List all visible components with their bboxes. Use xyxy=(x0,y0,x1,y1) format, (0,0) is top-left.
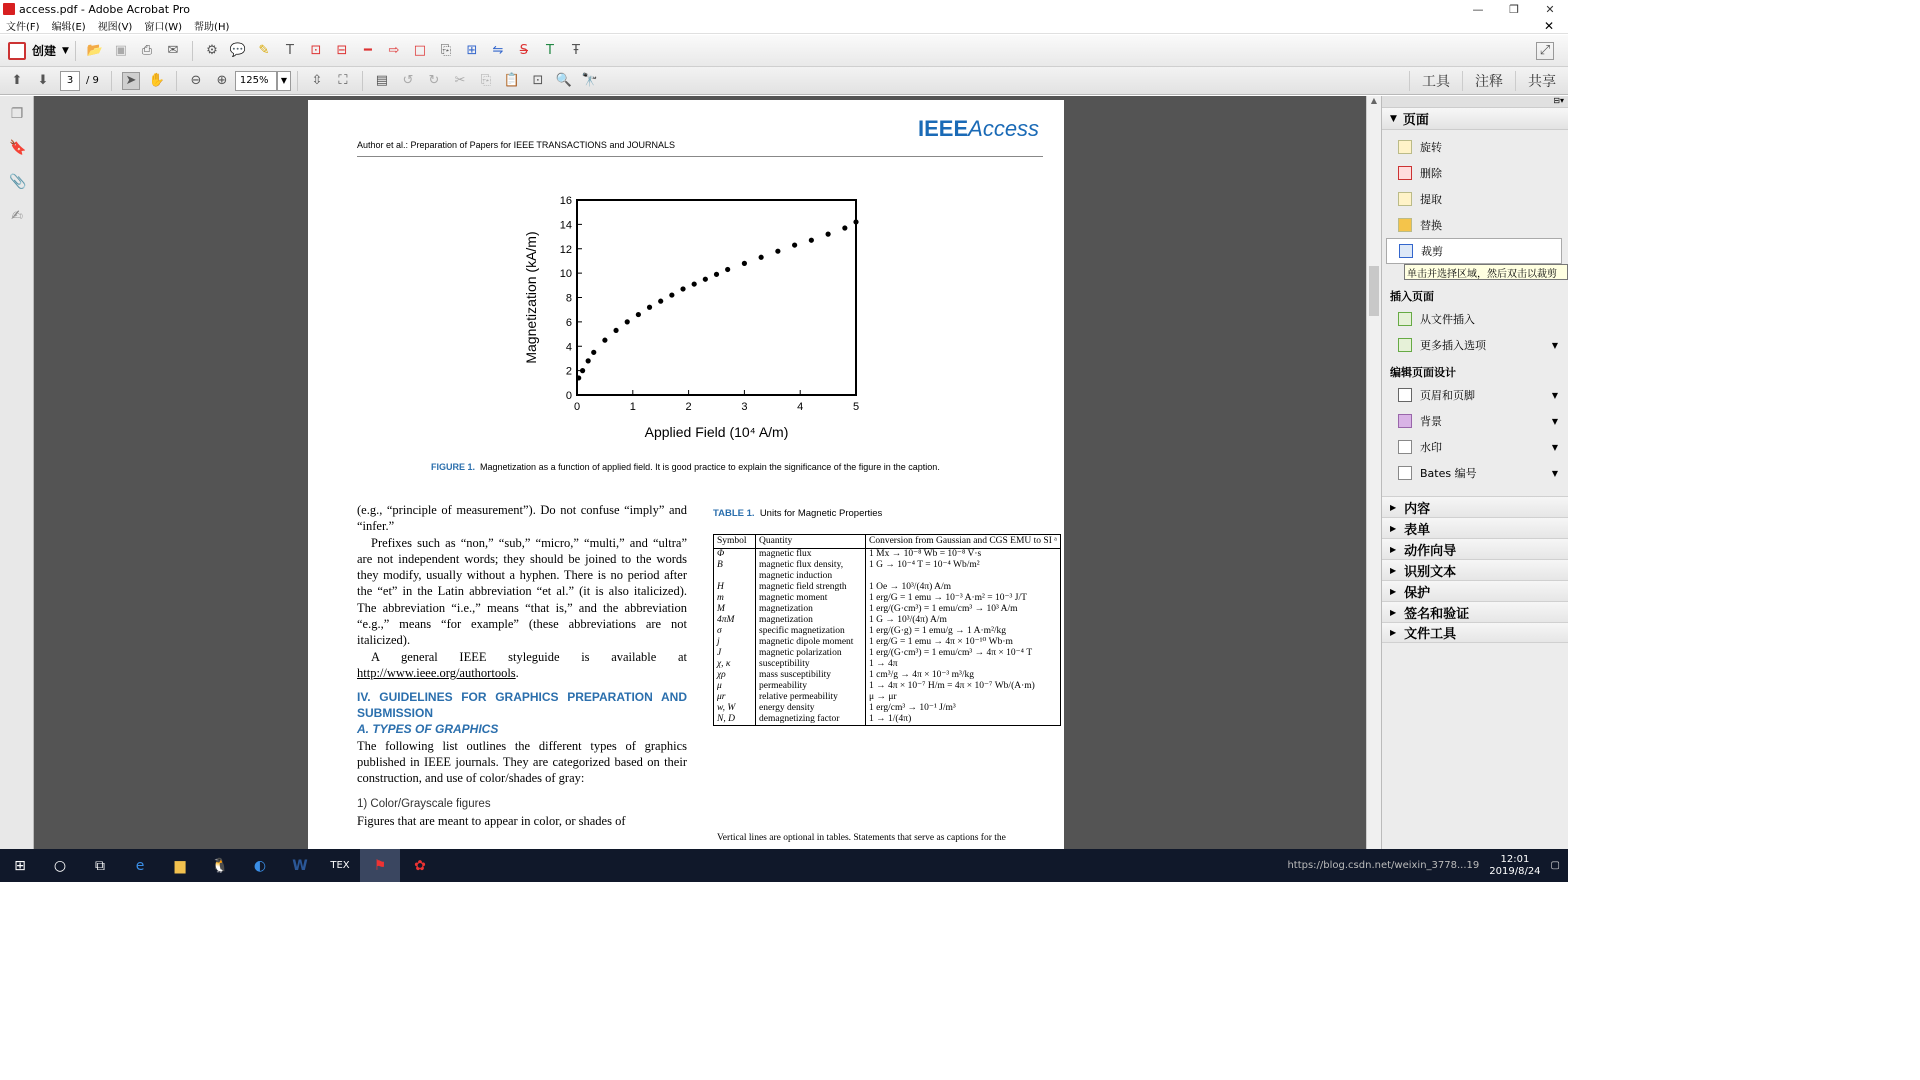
table-cell: magnetic moment xyxy=(756,593,866,604)
crop-page-item[interactable]: 裁剪 xyxy=(1386,238,1562,264)
x-tick-label: 5 xyxy=(852,401,860,413)
zoom-input[interactable]: 125% xyxy=(235,71,277,91)
y-tick-label: 8 xyxy=(565,292,572,305)
y-tick-label: 4 xyxy=(565,341,572,354)
ieee-access-logo: IEEEAccess xyxy=(918,116,1040,141)
create-button[interactable] xyxy=(8,42,69,60)
text-edit-icon[interactable]: T xyxy=(285,43,294,58)
x-axis-label: Applied Field (10⁴ A/m) xyxy=(644,424,789,440)
main-toolbar xyxy=(0,35,1568,67)
background-item[interactable]: 背景 ▼ xyxy=(1382,408,1568,434)
x-tick-label: 1 xyxy=(629,401,636,413)
rotate-page-item[interactable]: 旋转 xyxy=(1382,134,1568,160)
replace-text-icon[interactable]: ⇋ xyxy=(492,43,504,58)
paste-icon[interactable]: 📋 xyxy=(503,73,521,88)
fit-page-icon[interactable]: ⛶ xyxy=(338,73,348,88)
bookmarks-icon[interactable]: 🔖 xyxy=(9,140,27,156)
acrobat-app-icon xyxy=(3,3,15,15)
table-row xyxy=(714,626,1061,637)
data-point xyxy=(576,375,581,380)
table-cell: magnetization xyxy=(756,604,866,615)
data-point xyxy=(842,225,847,230)
tab-tools[interactable]: 工具 xyxy=(1409,71,1462,91)
data-point xyxy=(636,312,641,317)
y-axis-label: Magnetization (kA/m) xyxy=(523,231,539,364)
data-point xyxy=(625,319,630,324)
figure-caption xyxy=(431,462,940,472)
table-cell: 1 erg/G = 1 emu → 10⁻³ A·m² = 10⁻³ J/T xyxy=(866,593,1061,604)
replace-page-icon xyxy=(1398,218,1412,232)
chevron-down-icon: ▼ xyxy=(1551,468,1558,478)
tab-share[interactable]: 共享 xyxy=(1515,71,1568,91)
paragraph: Figures that are meant to appear in color, or shades of xyxy=(357,813,626,828)
table-cell: 1 Oe → 10³/(4π) A/m xyxy=(866,582,1061,593)
y-tick-label: 2 xyxy=(565,365,572,378)
table-row xyxy=(714,692,1061,703)
chevron-down-icon: ▼ xyxy=(1551,340,1558,350)
chevron-down-icon: ▼ xyxy=(1551,416,1558,426)
table-cell: 1 G → 10³/(4π) A/m xyxy=(866,615,1061,626)
delete-page-icon xyxy=(1398,166,1412,180)
zoom-in-icon[interactable]: ⊕ xyxy=(216,73,228,88)
clock[interactable]: 12:01 2019/8/24 xyxy=(1489,853,1541,877)
paragraph: (e.g., “principle of measurement”). Do not confuse “imply” and “infer.” xyxy=(357,503,687,534)
insert-file-icon xyxy=(1398,312,1412,326)
table-cell: susceptibility xyxy=(756,659,866,670)
body-column-left xyxy=(357,502,687,829)
bates-icon xyxy=(1398,466,1412,480)
create-icon xyxy=(8,42,26,60)
settings-icon[interactable]: ⚙ xyxy=(206,43,218,58)
table-cell: magnetic flux xyxy=(756,549,866,561)
table-row xyxy=(714,593,1061,604)
vertical-scrollbar[interactable] xyxy=(1366,96,1381,849)
task-view-icon[interactable]: ⧉ xyxy=(95,857,105,874)
table-cell: σ xyxy=(714,626,756,637)
table-header: Quantity xyxy=(756,535,866,549)
edge-icon[interactable]: e xyxy=(135,857,145,874)
table-row xyxy=(714,615,1061,626)
edit-page-design-header: 编辑页面设计 xyxy=(1390,366,1456,379)
expand-icon[interactable]: ⤢ xyxy=(1536,42,1554,60)
section-heading: IV. GUIDELINES FOR GRAPHICS PREPARATION AND SUBMISSION xyxy=(357,690,687,721)
watermark-icon xyxy=(1398,440,1412,454)
table-cell: magnetic flux density, magnetic induction xyxy=(756,560,866,582)
snapshot-icon[interactable]: ⊡ xyxy=(532,73,544,88)
more-insert-options-item[interactable]: 更多插入选项 ▼ xyxy=(1382,332,1568,358)
url-watermark: https://blog.csdn.net/weixin_3778...19 xyxy=(1287,860,1480,871)
stamp-icon[interactable]: ⎘ xyxy=(440,43,452,58)
figure-label: FIGURE 1. xyxy=(431,462,476,472)
select-tool-icon[interactable]: ➤ xyxy=(122,72,140,90)
text-correction-icon[interactable]: Ŧ xyxy=(571,43,580,58)
table-cell: w, W xyxy=(714,703,756,714)
chevron-down-icon: ▼ xyxy=(1551,390,1558,400)
copy-icon[interactable]: ⎘ xyxy=(480,73,492,88)
units-table xyxy=(713,534,1061,726)
data-point xyxy=(692,281,697,286)
table-row xyxy=(714,648,1061,659)
page-total: / 9 xyxy=(86,75,99,86)
qq-icon[interactable]: 🐧 xyxy=(211,857,229,874)
windows-taskbar xyxy=(0,849,1568,882)
search-icon[interactable]: ○ xyxy=(53,857,67,874)
zoom-out-icon[interactable]: ⊖ xyxy=(190,73,202,88)
paragraph: A general IEEE styleguide is available at http://www.ieee.org/authortools. xyxy=(357,649,687,680)
table-cell: permeability xyxy=(756,681,866,692)
content-section[interactable]: ▶ 内容 xyxy=(1382,496,1568,517)
x-tick-label: 0 xyxy=(573,401,581,413)
hand-tool-icon[interactable]: ✋ xyxy=(148,73,166,88)
read-mode-icon[interactable]: ▤ xyxy=(375,73,389,88)
menu-window[interactable]: 窗口(W) xyxy=(144,22,183,33)
table-row xyxy=(714,604,1061,615)
restore-button[interactable]: ❐ xyxy=(1509,2,1519,16)
strikethrough-icon[interactable]: S̶ xyxy=(519,43,529,58)
more-insert-icon xyxy=(1398,338,1412,352)
table-cell: specific magnetization xyxy=(756,626,866,637)
data-point xyxy=(853,219,858,224)
insert-pages-header: 插入页面 xyxy=(1390,290,1434,303)
search-icon[interactable]: 🔍 xyxy=(555,73,573,88)
paragraph: The following list outlines the different types of graphics published in IEEE journals. They are categorized based on their construction, and use of color/shades of gray: xyxy=(357,738,687,786)
data-point xyxy=(669,292,674,297)
insert-from-file-item[interactable]: 从文件插入 xyxy=(1382,306,1568,332)
fit-width-icon[interactable]: ⇳ xyxy=(311,73,323,88)
y-tick-label: 14 xyxy=(559,219,572,232)
email-icon[interactable]: ✉ xyxy=(167,43,179,58)
header-footer-icon xyxy=(1398,388,1412,402)
menu-view[interactable]: 视图(V) xyxy=(97,22,133,33)
data-point xyxy=(680,286,685,291)
pdf-page xyxy=(308,100,1064,849)
data-point xyxy=(826,232,831,237)
panel-options-icon[interactable]: ⊟▾ xyxy=(1382,96,1568,108)
plot-frame xyxy=(577,200,856,395)
chevron-down-icon: ▼ xyxy=(1551,442,1558,452)
table-cell: energy density xyxy=(756,703,866,714)
table-label: TABLE 1. xyxy=(713,508,755,519)
protection-section[interactable]: ▶ 保护 xyxy=(1382,580,1568,601)
table-footnote: Vertical lines are optional in tables. Statements that serve as captions for the xyxy=(717,833,1006,843)
data-point xyxy=(647,305,652,310)
table-cell: 1 erg/(G·cm³) = 1 emu/cm³ → 10³ A/m xyxy=(866,604,1061,615)
bates-numbering-item[interactable]: Bates 编号 ▼ xyxy=(1382,460,1568,486)
table-cell: 1 → 1/(4π) xyxy=(866,714,1061,726)
insert-text-icon[interactable]: T xyxy=(545,43,554,58)
table-row xyxy=(714,549,1061,561)
callout-icon[interactable]: ⊟ xyxy=(336,43,348,58)
print-icon[interactable]: ⎙ xyxy=(141,43,153,58)
table-cell: N, D xyxy=(714,714,756,726)
data-point xyxy=(658,299,663,304)
sign-certify-section[interactable]: ▶ 签名和验证 xyxy=(1382,601,1568,622)
header-rule xyxy=(357,156,1043,157)
navigation-pane xyxy=(0,96,34,849)
document-viewport[interactable] xyxy=(34,96,1366,849)
table-caption: TABLE 1. Units for Magnetic Properties xyxy=(713,508,883,519)
table-cell: magnetic dipole moment xyxy=(756,637,866,648)
table-cell: relative permeability xyxy=(756,692,866,703)
table-row xyxy=(714,670,1061,681)
table-row xyxy=(714,659,1061,670)
data-point xyxy=(580,368,585,373)
header-footer-item[interactable]: 页眉和页脚 ▼ xyxy=(1382,382,1568,408)
table-header: Conversion from Gaussian and CGS EMU to SI ᵃ xyxy=(866,535,1061,549)
tab-comment[interactable]: 注释 xyxy=(1462,71,1515,91)
tex-icon[interactable]: TEX xyxy=(330,860,350,871)
table-cell: demagnetizing factor xyxy=(756,714,866,726)
list-item: 1) Color/Grayscale figures xyxy=(357,798,491,811)
rotate-page-icon xyxy=(1398,140,1412,154)
acrobat-taskbar-icon[interactable]: ⚑ xyxy=(360,849,400,882)
forms-section[interactable]: ▶ 表单 xyxy=(1382,517,1568,538)
scrollbar-thumb[interactable] xyxy=(1369,266,1379,316)
table-row xyxy=(714,560,1061,582)
figure-caption-text: Magnetization as a function of applied field. It is good practice to explain the significance of the figure in the caption. xyxy=(480,462,940,472)
start-icon[interactable]: ⊞ xyxy=(14,857,26,874)
page-thumbnails-icon[interactable]: ❐ xyxy=(10,106,24,122)
table-cell: 1 → 4π xyxy=(866,659,1061,670)
table-row xyxy=(714,714,1061,726)
y-tick-label: 0 xyxy=(565,390,572,402)
y-tick-label: 10 xyxy=(559,268,572,281)
table-cell: 1 cm³/g → 4π × 10⁻³ m³/kg xyxy=(866,670,1061,681)
menu-bar xyxy=(0,18,1568,34)
rectangle-icon[interactable]: □ xyxy=(413,43,427,58)
rotate-cw-icon[interactable]: ↻ xyxy=(428,73,440,88)
crop-page-icon xyxy=(1399,244,1413,258)
document-tools-section[interactable]: ▶ 文件工具 xyxy=(1382,622,1568,643)
table-cell: 1 erg/(G·cm³) = 1 emu/cm³ → 4π × 10⁻⁴ T xyxy=(866,648,1061,659)
zoom-dropdown-icon[interactable]: ▼ xyxy=(277,71,291,91)
table-cell: Φ xyxy=(714,549,756,561)
data-point xyxy=(742,261,747,266)
find-icon[interactable]: 🔭 xyxy=(581,73,599,88)
x-tick-label: 3 xyxy=(741,401,748,413)
table-cell: magnetization xyxy=(756,615,866,626)
data-point xyxy=(759,255,764,260)
rotate-ccw-icon[interactable]: ↺ xyxy=(402,73,414,88)
x-tick-label: 4 xyxy=(797,401,804,413)
table-cell: magnetic field strength xyxy=(756,582,866,593)
attachments-icon[interactable]: 📎 xyxy=(9,174,27,190)
y-tick-label: 12 xyxy=(559,243,572,256)
navigation-toolbar xyxy=(0,67,1568,95)
comment-icon[interactable]: 💬 xyxy=(229,43,247,58)
next-page-icon[interactable]: ⬇ xyxy=(37,73,49,88)
data-point xyxy=(703,277,708,282)
action-wizard-section[interactable]: ▶ 动作向导 xyxy=(1382,538,1568,559)
table-cell: 1 → 4π × 10⁻⁷ H/m = 4π × 10⁻⁷ Wb/(A·m) xyxy=(866,681,1061,692)
styleguide-link[interactable]: http://www.ieee.org/authortools xyxy=(357,665,516,680)
create-label: 创建 xyxy=(32,44,57,58)
menu-help[interactable]: 帮助(H) xyxy=(194,22,230,33)
data-point xyxy=(586,358,591,363)
minimize-button[interactable]: — xyxy=(1472,2,1484,16)
paint-icon[interactable]: ✿ xyxy=(414,857,426,874)
table-row xyxy=(714,681,1061,692)
table-cell: m xyxy=(714,593,756,604)
menu-file[interactable]: 文件(F) xyxy=(6,22,40,33)
word-icon[interactable]: W xyxy=(292,857,308,874)
title-bar xyxy=(0,0,1568,18)
table-cell: mass susceptibility xyxy=(756,670,866,681)
table-row xyxy=(714,703,1061,714)
replace-page-item[interactable]: 替换 xyxy=(1382,212,1568,238)
crop-tooltip: 单击并选择区域，然后双击以裁剪 xyxy=(1404,264,1568,280)
table-cell: μr xyxy=(714,692,756,703)
save-icon[interactable]: ▣ xyxy=(114,43,128,58)
signatures-icon[interactable]: ✍ xyxy=(11,208,23,224)
attach-icon[interactable]: ⊞ xyxy=(466,43,478,58)
background-icon xyxy=(1398,414,1412,428)
table-cell: H xyxy=(714,582,756,593)
table-cell: J xyxy=(714,648,756,659)
table-cell: magnetic polarization xyxy=(756,648,866,659)
chevron-down-icon: ▼ xyxy=(62,45,69,56)
open-folder-icon[interactable]: 📂 xyxy=(86,43,104,58)
close-button[interactable]: ✕ xyxy=(1545,2,1555,16)
page-number-input[interactable]: 3 xyxy=(60,71,80,91)
notification-icon[interactable]: ▢ xyxy=(1550,860,1560,871)
extract-page-item[interactable]: 提取 xyxy=(1382,186,1568,212)
data-point xyxy=(591,350,596,355)
file-explorer-icon[interactable]: ▆ xyxy=(174,857,186,874)
scroll-up-icon[interactable]: ▲ xyxy=(1370,96,1378,105)
window-title: access.pdf - Adobe Acrobat Pro xyxy=(19,2,191,16)
table-cell: 1 erg/G = 1 emu → 4π × 10⁻¹⁰ Wb·m xyxy=(866,637,1061,648)
app-icon[interactable]: ◐ xyxy=(253,857,267,874)
table-cell: 4πM xyxy=(714,615,756,626)
pages-section-header[interactable]: ▼ 页面 xyxy=(1382,108,1568,130)
tools-panel xyxy=(1381,96,1568,849)
data-point xyxy=(775,249,780,254)
watermark-item[interactable]: 水印 ▼ xyxy=(1382,434,1568,460)
paragraph: Prefixes such as “non,” “sub,” “micro,” “multi,” and “ultra” are not independent words; they should be joined to the words they modify, usually without a hyphen. There is no period after the “et” in the Latin abbreviation “et al.” (it is also italicized). The abbreviation “i.e.,” means “that is,” and the abbreviation “e.g.,” means “for example” (these abbreviations are not italicized). xyxy=(357,535,687,648)
table-cell: χ, κ xyxy=(714,659,756,670)
data-point xyxy=(613,328,618,333)
table-cell: μ → μr xyxy=(866,692,1061,703)
recognize-text-section[interactable]: ▶ 识别文本 xyxy=(1382,559,1568,580)
cut-icon[interactable]: ✂ xyxy=(454,73,466,88)
data-point xyxy=(602,338,607,343)
line-icon[interactable]: ━ xyxy=(364,43,372,58)
table-cell: μ xyxy=(714,681,756,692)
table-cell: B xyxy=(714,560,756,582)
table-cell: M xyxy=(714,604,756,615)
menu-edit[interactable]: 编辑(E) xyxy=(51,22,86,33)
subsection-heading: A. TYPES OF GRAPHICS xyxy=(357,722,499,737)
table-cell: 1 G → 10⁻⁴ T = 10⁻⁴ Wb/m² xyxy=(866,560,1061,582)
magnetization-chart xyxy=(518,190,878,445)
data-point xyxy=(792,242,797,247)
textbox-icon[interactable]: ⊡ xyxy=(310,43,322,58)
table-cell: 1 Mx → 10⁻⁸ Wb = 10⁻⁸ V·s xyxy=(866,549,1061,561)
document-close-icon[interactable]: ✕ xyxy=(1543,18,1554,33)
extract-page-icon xyxy=(1398,192,1412,206)
data-point xyxy=(809,238,814,243)
arrow-icon[interactable]: ⇨ xyxy=(388,43,400,58)
running-header: Author et al.: Preparation of Papers for IEEE TRANSACTIONS and JOURNALS xyxy=(357,140,675,150)
table-row xyxy=(714,582,1061,593)
data-point xyxy=(714,272,719,277)
x-tick-label: 2 xyxy=(685,401,692,413)
delete-page-item[interactable]: 删除 xyxy=(1382,160,1568,186)
table-cell: χρ xyxy=(714,670,756,681)
y-tick-label: 6 xyxy=(565,316,572,329)
previous-page-icon[interactable]: ⬆ xyxy=(11,73,23,88)
table-row xyxy=(714,637,1061,648)
data-point xyxy=(725,267,730,272)
table-cell: j xyxy=(714,637,756,648)
system-tray xyxy=(1287,849,1560,882)
table-header: Symbol xyxy=(714,535,756,549)
table-cell: 1 erg/(G·g) = 1 emu/g → 1 A·m²/kg xyxy=(866,626,1061,637)
table-cell: 1 erg/cm³ → 10⁻¹ J/m³ xyxy=(866,703,1061,714)
highlight-icon[interactable]: ✎ xyxy=(258,43,270,58)
y-tick-label: 16 xyxy=(559,195,572,207)
